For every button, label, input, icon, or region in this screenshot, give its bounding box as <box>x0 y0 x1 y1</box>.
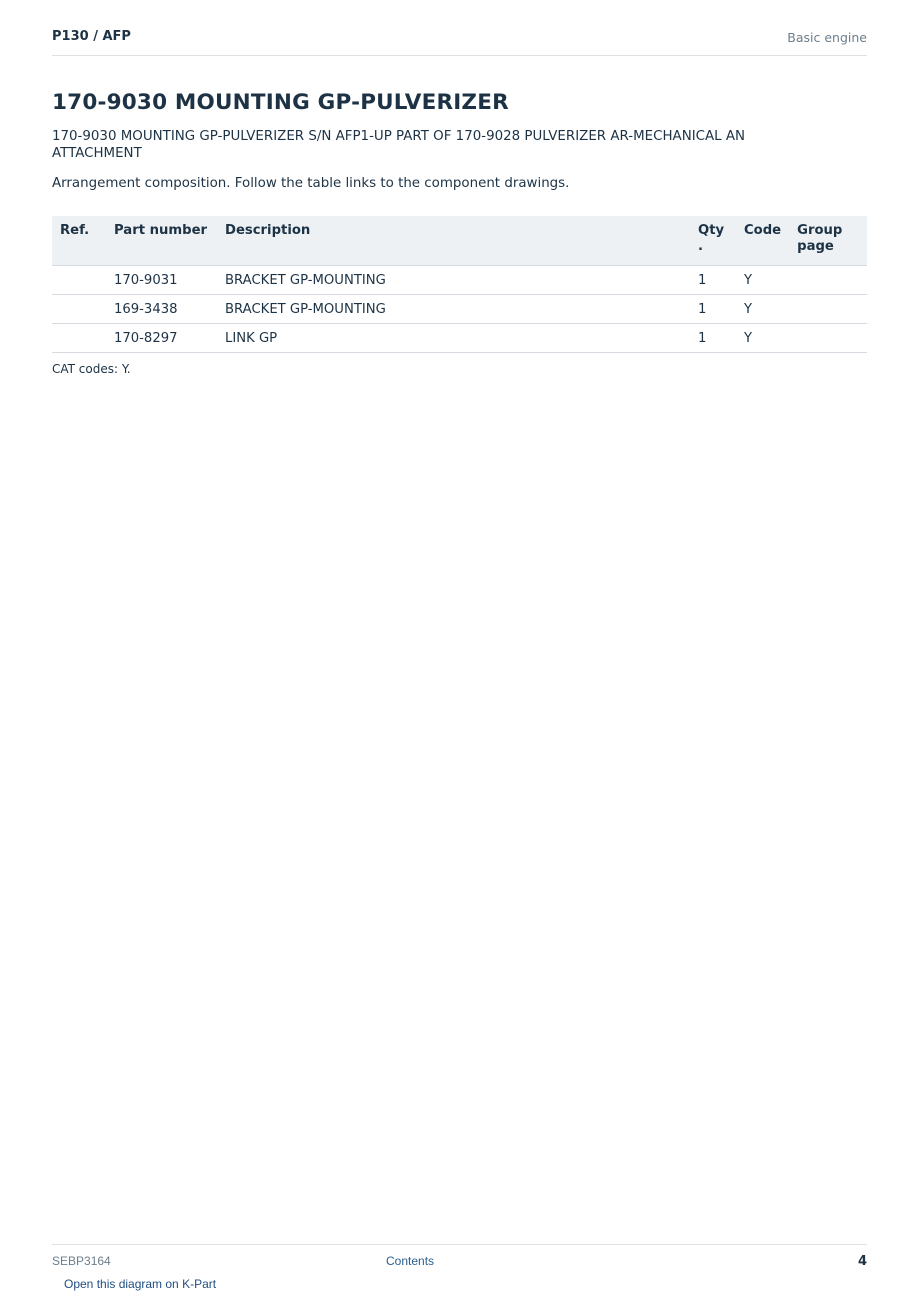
intro-text: Arrangement composition. Follow the table links to the component drawings. <box>52 176 570 191</box>
section-name: Basic engine <box>787 30 867 45</box>
header-qty: Qty . <box>690 216 736 266</box>
cell-group-page <box>789 295 867 324</box>
cell-part-number[interactable]: 170-9031 <box>106 266 217 295</box>
cat-codes-note: CAT codes: Y. <box>52 362 131 376</box>
cell-description: LINK GP <box>217 324 690 353</box>
cell-qty: 1 <box>690 324 736 353</box>
cell-part-number[interactable]: 170-8297 <box>106 324 217 353</box>
table-row[interactable] <box>52 324 867 353</box>
page-number: 4 <box>857 1254 867 1269</box>
page-header <box>52 28 867 56</box>
page-footer <box>52 1244 867 1275</box>
cell-group-page <box>789 324 867 353</box>
cell-description: BRACKET GP-MOUNTING <box>217 266 690 295</box>
cell-part-number[interactable]: 169-3438 <box>106 295 217 324</box>
contents-link[interactable]: Contents <box>386 1254 435 1268</box>
table-row[interactable] <box>52 266 867 295</box>
header-group-page: Group page <box>789 216 867 266</box>
document-id: SEBP3164 <box>52 1254 111 1268</box>
cell-ref <box>52 266 106 295</box>
table-row[interactable] <box>52 295 867 324</box>
cell-ref <box>52 295 106 324</box>
table-header-row <box>52 216 867 266</box>
open-on-kpart-link[interactable]: Open this diagram on K-Part <box>64 1277 217 1291</box>
page-subtitle: 170-9030 MOUNTING GP-PULVERIZER S/N AFP1-UP PART OF 170-9028 PULVERIZER AR-MECHANICAL AN ATTACHMENT <box>52 129 746 161</box>
cell-qty: 1 <box>690 295 736 324</box>
breadcrumb: P130 / AFP <box>52 29 131 44</box>
cell-description: BRACKET GP-MOUNTING <box>217 295 690 324</box>
header-description: Description <box>217 216 690 266</box>
header-part-number: Part number <box>106 216 217 266</box>
cell-code: Y <box>736 266 789 295</box>
parts-table <box>52 216 867 353</box>
header-ref: Ref. <box>52 216 106 266</box>
page-title: 170-9030 MOUNTING GP-PULVERIZER <box>52 90 509 115</box>
header-code: Code <box>736 216 789 266</box>
cell-ref <box>52 324 106 353</box>
cell-qty: 1 <box>690 266 736 295</box>
cell-code: Y <box>736 295 789 324</box>
cell-group-page <box>789 266 867 295</box>
cell-code: Y <box>736 324 789 353</box>
